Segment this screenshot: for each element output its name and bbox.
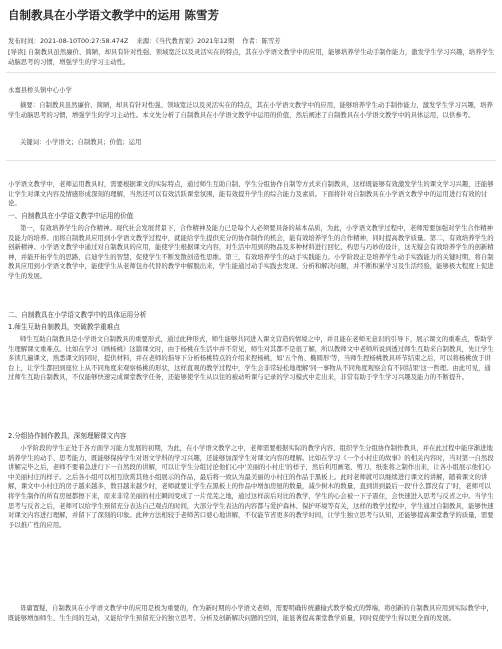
section-body: 第一，有效培养学生的合作精神。现代社会发展背景下，合作精神及能力已是每个人必须要具备的基本品质，为此，小学语文教学过程中，老师需要加强对学生合作精神及能力的培养。而将自制教具应用到小学语文教学过程中，就能给学生提供充分的协作制作的机会，能有效培养学生的合作精神，同时提高教学质量。第二，有效培养学生的创新精神。小学语文教学中通过对自制教具的应用，能使学生根据课文内容，对生活中用到的物品及多种材料进行回忆、构思与巧妙的设计，这无疑会有效培养学生的创新精神，并能开拓学生的思路、启迪学生的智慧，促使学生不断发散创造性思维。第三，有效培养学生的动手实践能力。小学阶段正是培养学生动手实践能力的关键时期，将自制教具应用到小学语文教学中，能使学生从老师包办代替的教学中解脱出来，学生能通过动手实践去发现、分析和解决问题，并不断积累学习及生活经验，能够极大程度上促进学生的发展。 xyxy=(8,224,494,280)
section-heading: 一、自制教具在小学语文教学中运用的价值 xyxy=(8,212,134,220)
subsection-body: 小学阶段的学生正处于各方面学习能力发展的初期，为此，在小学语文教学之中，老师需要根据实际的教学内容，组织学生分组协作制作教具，并在此过程中能序渐进地培养学生的动手、思考能力，既能够保持学生对语文学科的学习兴趣，还能够加深学生对课文内容的理解。比如在学习《一个小村庄的故事》的相关内容时，当对第一自然段讲解完毕之后，老师不要着急进行下一自然段的讲解，可以让学生分组讨论他们心中'美丽的小村庄'的样子，然后利用画笔、剪刀、纸张将之制作出来，让各小组展示他们心中美丽村庄的样子。之后各小组可以相互欣赏其他小组展示的作品，最后将一致认为最美丽的小村庄的作品于黑板上。此时老师就可以继续进行课文的讲解，随着课文的讲解，课文中小村庄的房子越来越多，数目越来越少时，老师就要让学生在黑板上的作品中增加房屋的数量，减少树木的数量，直到讲到最后一段'什么都没有了'时，老师可以将学生制作的所有房屋都擦下来，原来非常美丽的村庄瞬间变成了一片荒芜之地，通过这样前后对比的教学，学生的心会被一下子震住，会快速进入思考与反省之中。当学生思考与反省之后，老师可以给学生预留充分表达自己观点的时间，大部分学生表达的内容都与爱护森林、保护环境等有关，这样的教学过程中，学生通过自制教具，能够快速对课文内容进行理解，并留下了深刻的印象。此种方法相较于老师苦口婆心地讲解，不仅能节省更多的教学时间，让学生独立思考与认知，还能够提高课堂教学的质量，需要予以推广性的应用。 xyxy=(8,444,494,529)
source: 来源：《当代教育家》2021年12期 xyxy=(136,37,235,45)
subsection-heading: 2.分组协作制作教具，深刻理解课文内容 xyxy=(8,432,127,440)
article-lead: [导读] 自制教具虽然廉价、简陋，却具有针对性强、领域宽泛以及灵活实在的特点，其在小学语文教学中的应用，能够培养学生动手制作能力，激发学生学习兴趣，培养学生动脑思考的习惯，增强学生的学习主动性。 xyxy=(8,48,495,66)
article-title: 自制教具在小学语文教学中的运用 陈雪芳 xyxy=(8,8,220,22)
abstract: 摘要：自制教具虽然廉价、简陋，却具有针对性强、领域宽泛以及灵活实在的特点，其在小学语文教学中的应用，能够培养学生动手制作能力，激发学生学习兴趣，培养学生动脑思考的习惯，增强学生的学习主动性。本文先分析了自制教具在小学语文教学中运用的价值，然后阐述了自制教具在小学语文教学中的具体运用，以供参考。 xyxy=(8,101,493,119)
article-meta xyxy=(8,37,498,46)
keywords: 关键词：小学语文；自制教具；价值；运用 xyxy=(20,138,142,146)
school-name: 永嘉县桥头镇中心小学 xyxy=(8,86,72,94)
divider xyxy=(6,72,496,73)
author: 作者：陈雪芳 xyxy=(242,37,281,45)
section-heading: 二、自制教具在小学语文教学中的具体运用分析 xyxy=(8,311,147,319)
intro-paragraph: 小学语文教学中，老师运用教具时，需要根据课文的实际特点，通过师生互助自制、学生分组协作自制等方式来自制教具，这样既能够有效激发学生的课文学习兴趣，还能够让学生对课文内容及情感形成深刻的理解，当然还可以有效活跃课堂氛围，能有效提升学生的综合能力及素质。下面将针对自制教具在小学语文教学中的运用进行有效的讨论。 xyxy=(8,180,494,208)
publish-time: 发布时间：2021-08-10T00:27:58.474Z xyxy=(8,37,129,45)
subsection-heading: 1.师生互助自制教具，突破教学重难点 xyxy=(8,323,120,331)
divider xyxy=(6,160,496,161)
subsection-body: 师生互助自制教具是小学语文自制教具的重要形式，通过此种形式，师生能够共同进入课文营造的情境之中，并且能在老师无意识的引导下，展示课文的重难点，帮助学生理解课文重难点。比如在学习《画杨桃》这篇课文时，由于杨桃在生活中并不常见，师生对其都不是很了解，所以教师文中老师所说到透过师生互助来自制教具，先让学生多读几遍课文，熟悉课文的同时，提供材料，并在老师的指导下分析杨桃特点的介绍来捏杨桃，如'五个角、椭圆形'等，当师生捏杨桃教具环节结束之后，可以将杨桃放于讲台上，让学生都回到座位上从不同角度来观察杨桃的形状，这样直观的教学过程中，学生会非常轻松地理解'同一事物从不同角度观察会有不同结果'这一哲理。由此可见，通过师生互助自制教具，不仅能够快速完成课堂教学任务，还能够使学生从以往的被动听课与记录的学习模式中走出来，非常有助于学生学习兴趣及能力的不断提升。 xyxy=(8,335,494,382)
closing-paragraph: 毋庸置疑，自制教具在小学语文教学中的应用是极为重要的，作为新时期的小学语文老师，需要明确传统灌输式教学模式的弊端，将创新的自制教具应用到实际教学中，既能够增加师生、生生间的互动，又能给学生预留充分的独立思考、分析及创新解决问题的空间，能显著提高课堂教学质量，同时促使学生得以更全面的发展。 xyxy=(8,604,493,622)
